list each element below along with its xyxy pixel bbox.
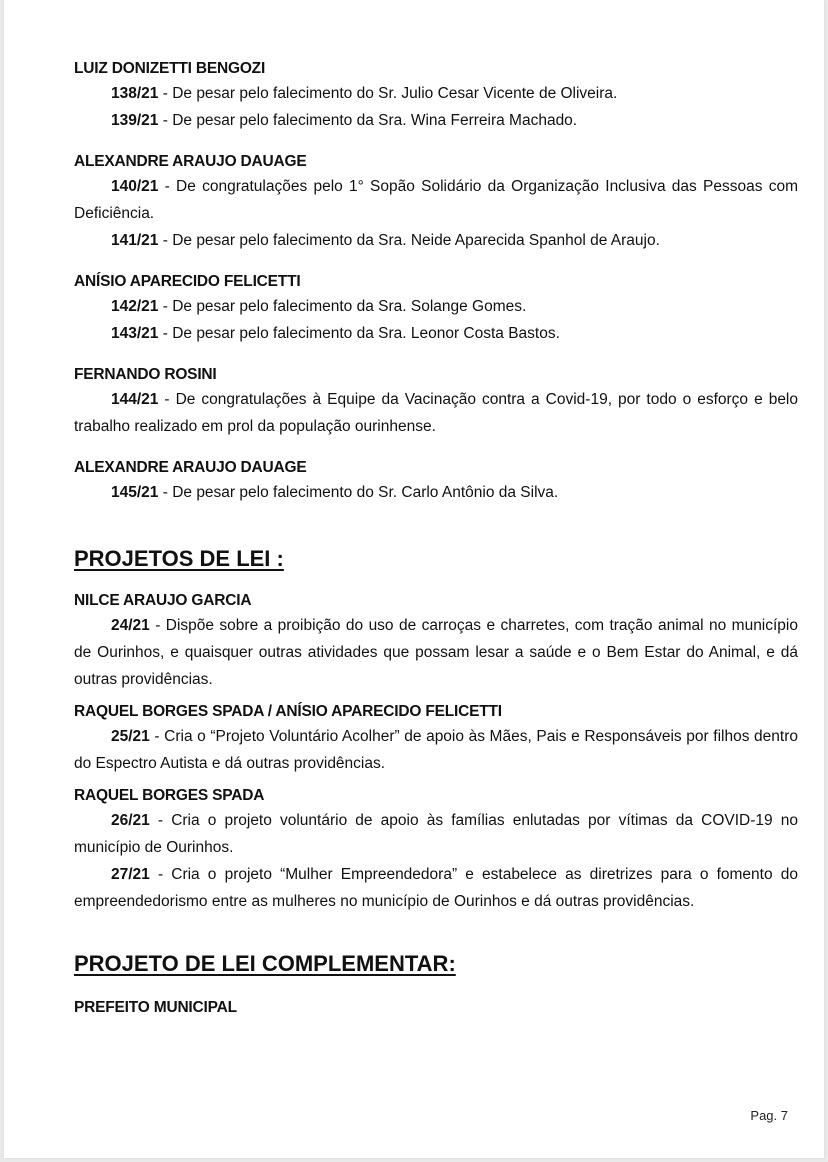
author-group — [74, 590, 798, 693]
list-item — [74, 612, 798, 693]
item-text: - Cria o projeto “Mulher Empreendedora” e estabelece as diretrizes para o fomento do empreendedorismo entre as mulheres no município de Ourinhos e dá outras providências. — [74, 866, 798, 910]
list-item — [74, 386, 798, 440]
list-item — [74, 861, 798, 915]
item-text: - De pesar pelo falecimento da Sra. Neide Aparecida Spanhol de Araujo. — [158, 232, 660, 249]
author-name: ANÍSIO APARECIDO FELICETTI — [74, 273, 301, 290]
item-number: 24/21 — [111, 617, 150, 634]
item-text: - De pesar pelo falecimento da Sra. Wina Ferreira Machado. — [158, 112, 578, 129]
author-name: RAQUEL BORGES SPADA — [74, 787, 265, 804]
page-content — [74, 58, 798, 1019]
list-item — [74, 107, 798, 134]
author-group — [74, 151, 798, 254]
item-text: - Dispõe sobre a proibição do uso de carroças e charretes, com tração animal no município de Ourinhos, e quaisquer outras atividades que possam lesar a saúde e o Bem Estar do Animal, e dá outras providências. — [74, 617, 798, 688]
list-item — [74, 293, 798, 320]
author-group — [74, 701, 798, 777]
section-title-complementar: PROJETO DE LEI COMPLEMENTAR: — [74, 951, 456, 976]
list-item — [74, 227, 798, 254]
item-number: 138/21 — [111, 85, 159, 102]
item-number: 25/21 — [111, 728, 150, 745]
author-name: LUIZ DONIZETTI BENGOZI — [74, 60, 266, 77]
item-text: - De congratulações à Equipe da Vacinação contra a Covid-19, por todo o esforço e belo trabalho realizado em prol da população ourinhense. — [74, 391, 798, 435]
item-text: - De pesar pelo falecimento da Sra. Solange Gomes. — [158, 298, 527, 315]
author-group — [74, 58, 798, 134]
list-item — [74, 807, 798, 861]
list-item — [74, 173, 798, 227]
author-group — [74, 785, 798, 915]
item-text: - De pesar pelo falecimento do Sr. Carlo Antônio da Silva. — [158, 484, 559, 501]
list-item — [74, 80, 798, 107]
page-number: Pag. 7 — [750, 1108, 788, 1123]
section-title-projetos: PROJETOS DE LEI : — [74, 546, 284, 571]
item-number: 142/21 — [111, 298, 159, 315]
list-item — [74, 723, 798, 777]
list-item — [74, 479, 798, 506]
author-group — [74, 457, 798, 506]
item-number: 145/21 — [111, 484, 159, 501]
author-group — [74, 271, 798, 347]
author-name: FERNANDO ROSINI — [74, 366, 217, 383]
item-number: 143/21 — [111, 325, 159, 342]
item-number: 27/21 — [111, 866, 150, 883]
item-number: 141/21 — [111, 232, 159, 249]
author-name: RAQUEL BORGES SPADA / ANÍSIO APARECIDO FELICETTI — [74, 703, 502, 720]
item-number: 139/21 — [111, 112, 159, 129]
item-text: - De congratulações pelo 1° Sopão Solidário da Organização Inclusiva das Pessoas com Deficiência. — [74, 178, 798, 222]
item-number: 26/21 — [111, 812, 150, 829]
author-name: NILCE ARAUJO GARCIA — [74, 592, 252, 609]
author-name: PREFEITO MUNICIPAL — [74, 999, 237, 1016]
list-item — [74, 320, 798, 347]
document-page — [4, 0, 824, 1158]
item-number: 144/21 — [111, 391, 159, 408]
item-text: - De pesar pelo falecimento do Sr. Julio Cesar Vicente de Oliveira. — [158, 85, 618, 102]
item-text: - Cria o projeto voluntário de apoio às famílias enlutadas por vítimas da COVID-19 no município de Ourinhos. — [74, 812, 798, 856]
item-text: - De pesar pelo falecimento da Sra. Leonor Costa Bastos. — [158, 325, 560, 342]
author-group — [74, 364, 798, 440]
item-number: 140/21 — [111, 178, 159, 195]
author-name: ALEXANDRE ARAUJO DAUAGE — [74, 153, 307, 170]
author-name: ALEXANDRE ARAUJO DAUAGE — [74, 459, 307, 476]
item-text: - Cria o “Projeto Voluntário Acolher” de apoio às Mães, Pais e Responsáveis por filhos dentro do Espectro Autista e dá outras providências. — [74, 728, 798, 772]
